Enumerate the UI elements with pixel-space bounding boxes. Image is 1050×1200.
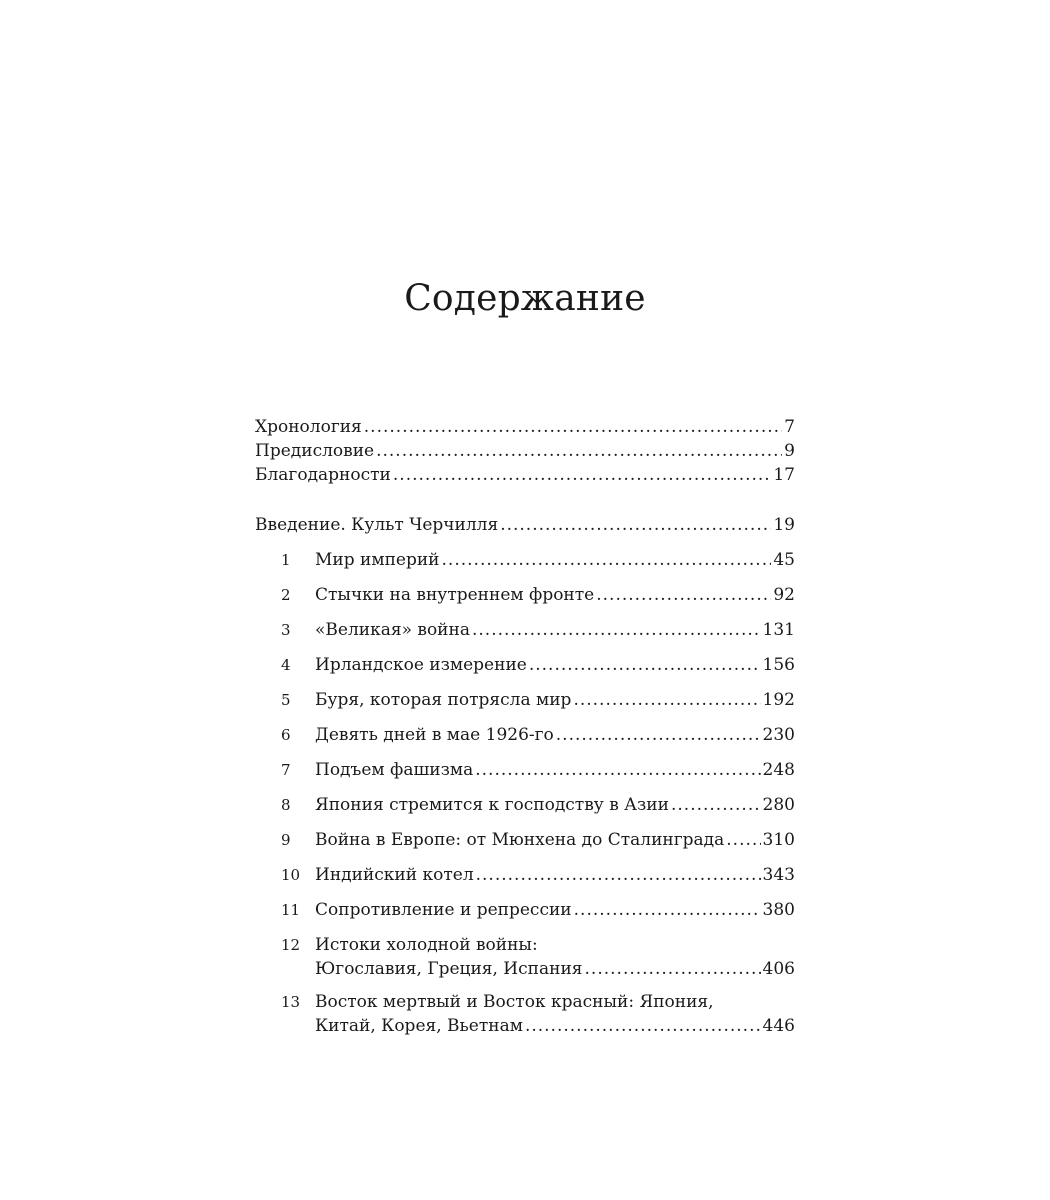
page-title: Содержание — [404, 278, 646, 319]
entry-title: Ирландское измерение — [315, 655, 527, 675]
dot-leader — [529, 653, 761, 677]
entry-title: Китай, Корея, Вьетнам — [315, 1016, 523, 1036]
page-number: 92 — [773, 585, 795, 605]
entry-body — [315, 793, 795, 817]
entry-line — [315, 898, 795, 922]
entry-body — [255, 513, 795, 537]
entry-line — [255, 513, 795, 537]
entry-line — [315, 723, 795, 747]
dot-leader — [376, 439, 782, 463]
page-number: 192 — [762, 690, 795, 710]
dot-leader — [525, 1014, 761, 1038]
entry-title: «Великая» война — [315, 620, 470, 640]
page-number: 156 — [762, 655, 795, 675]
toc-entry-chapter[interactable] — [255, 653, 795, 679]
entry-title: Япония стремится к господству в Азии — [315, 795, 669, 815]
chapter-number: 5 — [281, 691, 291, 709]
entry-line — [315, 688, 795, 712]
entry-title: Стычки на внутреннем фронте — [315, 585, 595, 605]
entry-body — [255, 463, 795, 487]
entry-body — [315, 828, 795, 852]
chapter-number: 2 — [281, 586, 291, 604]
entry-line — [255, 415, 795, 439]
dot-leader — [500, 513, 771, 537]
chapter-number: 8 — [281, 796, 291, 814]
entry-line — [255, 463, 795, 487]
entry-title: Хронология — [255, 417, 362, 437]
page-number: 446 — [762, 1016, 795, 1036]
entry-line — [315, 863, 795, 887]
dot-leader — [442, 548, 772, 572]
toc-entry-chapter[interactable] — [255, 618, 795, 644]
entry-title-line: Восток мертвый и Восток красный: Япония, — [315, 992, 714, 1012]
entry-body — [255, 439, 795, 463]
entry-title: Девять дней в мае 1926-го — [315, 725, 554, 745]
page-number: 19 — [773, 515, 795, 535]
chapter-number: 7 — [281, 761, 291, 779]
entry-title: Сопротивление и репрессии — [315, 900, 572, 920]
entry-line — [315, 828, 795, 852]
toc-entry-chapter[interactable] — [255, 758, 795, 784]
entry-title: Буря, которая потрясла мир — [315, 690, 572, 710]
toc-entry-frontmatter[interactable] — [255, 439, 795, 463]
chapter-number: 3 — [281, 621, 291, 639]
chapter-number: 4 — [281, 656, 291, 674]
page-number: 9 — [784, 441, 795, 461]
entry-line — [315, 758, 795, 782]
entry-body — [315, 863, 795, 887]
page-number: 280 — [762, 795, 795, 815]
entry-line — [315, 548, 795, 572]
toc-entry-frontmatter[interactable] — [255, 463, 795, 487]
toc-entry-frontmatter[interactable] — [255, 415, 795, 439]
entry-title: Война в Европе: от Мюнхена до Сталинграда — [315, 830, 725, 850]
toc-entry-chapter[interactable] — [255, 863, 795, 889]
entry-body — [315, 723, 795, 747]
entry-body — [315, 898, 795, 922]
toc-entry-chapter[interactable] — [255, 898, 795, 924]
page-number: 406 — [762, 959, 795, 979]
page-number: 7 — [784, 417, 795, 437]
dot-leader — [671, 793, 761, 817]
entry-title: Предисловие — [255, 441, 375, 461]
page-number: 230 — [762, 725, 795, 745]
toc-entry-chapter[interactable] — [255, 933, 795, 981]
dot-leader — [573, 688, 760, 712]
entry-body — [315, 688, 795, 712]
toc-entry-chapter[interactable] — [255, 688, 795, 714]
dot-leader — [556, 723, 761, 747]
toc-entry-chapter[interactable] — [255, 793, 795, 819]
page-number: 343 — [762, 865, 795, 885]
dot-leader — [476, 863, 761, 887]
chapter-number: 13 — [281, 993, 301, 1011]
entry-body — [315, 933, 795, 981]
page-number: 17 — [773, 465, 795, 485]
dot-leader — [472, 618, 761, 642]
dot-leader — [585, 957, 761, 981]
page-number: 45 — [773, 550, 795, 570]
entry-line — [315, 957, 795, 981]
chapter-number: 6 — [281, 726, 291, 744]
page-number: 248 — [762, 760, 795, 780]
entry-title: Югославия, Греция, Испания — [315, 959, 583, 979]
entry-body — [315, 583, 795, 607]
toc-entry-chapter[interactable] — [255, 583, 795, 609]
entry-body — [315, 548, 795, 572]
chapter-number: 12 — [281, 936, 301, 954]
entry-title-line: Истоки холодной войны: — [315, 935, 538, 955]
page-number: 131 — [762, 620, 795, 640]
dot-leader — [726, 828, 760, 852]
entry-line — [315, 583, 795, 607]
toc-entry-chapter[interactable] — [255, 548, 795, 574]
page-number: 380 — [762, 900, 795, 920]
chapter-number: 11 — [281, 901, 301, 919]
entry-title: Благодарности — [255, 465, 391, 485]
chapter-list — [255, 548, 795, 1038]
page-number: 310 — [762, 830, 795, 850]
chapter-number: 9 — [281, 831, 291, 849]
entry-line — [315, 653, 795, 677]
entry-title: Мир империй — [315, 550, 440, 570]
frontmatter-list — [255, 415, 795, 487]
section-gap — [255, 487, 795, 513]
entry-line — [255, 439, 795, 463]
dot-leader — [475, 758, 760, 782]
entry-body — [315, 990, 795, 1038]
entry-body — [315, 653, 795, 677]
toc-entry-chapter[interactable] — [255, 990, 795, 1038]
entry-body — [315, 618, 795, 642]
dot-leader — [574, 898, 761, 922]
dot-leader — [364, 415, 782, 439]
entry-line — [315, 1014, 795, 1038]
entry-title: Подъем фашизма — [315, 760, 474, 780]
entry-title: Индийский котел — [315, 865, 474, 885]
entry-title: Введение. Культ Черчилля — [255, 515, 499, 535]
entry-body — [255, 415, 795, 439]
dot-leader — [596, 583, 771, 607]
entry-line — [315, 793, 795, 817]
table-of-contents — [255, 415, 795, 1038]
dot-leader — [393, 463, 771, 487]
chapter-number: 10 — [281, 866, 301, 884]
toc-entry-introduction[interactable] — [255, 513, 795, 539]
entry-body — [315, 758, 795, 782]
introduction-entry — [255, 513, 795, 539]
chapter-number: 1 — [281, 551, 291, 569]
toc-entry-chapter[interactable] — [255, 723, 795, 749]
entry-line — [315, 618, 795, 642]
toc-entry-chapter[interactable] — [255, 828, 795, 854]
